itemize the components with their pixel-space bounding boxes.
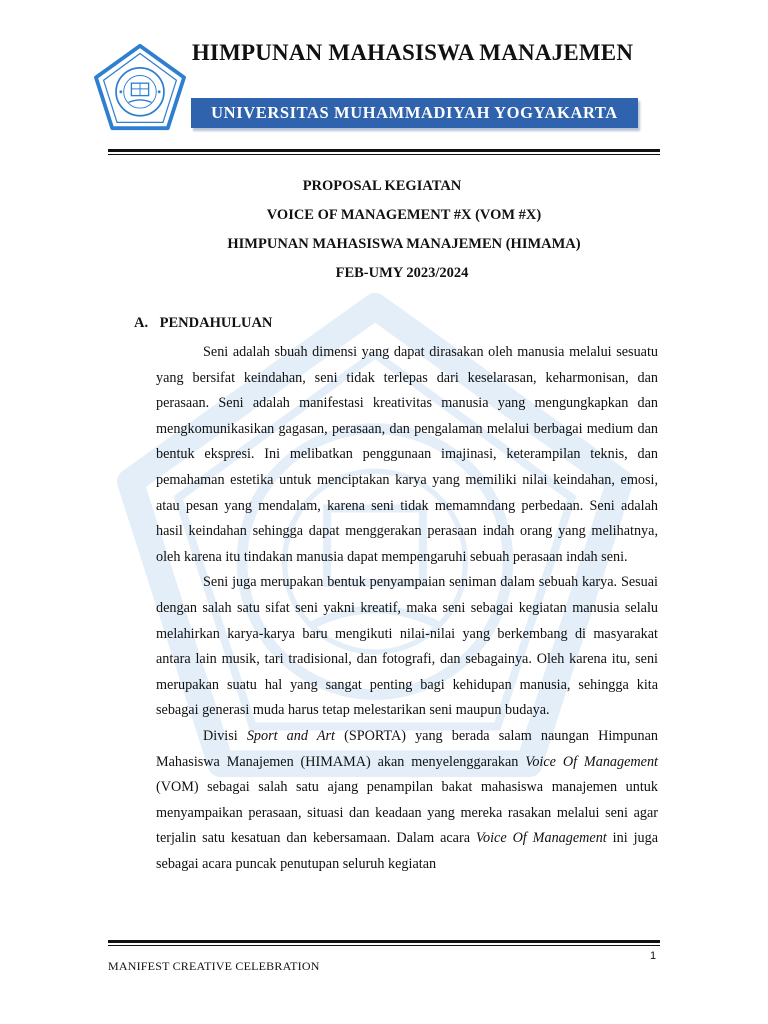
proposal-type: PROPOSAL KEGIATAN xyxy=(302,178,462,194)
proposal-title-block xyxy=(150,172,618,288)
section-heading xyxy=(134,315,272,332)
footer-rule-thick xyxy=(108,940,660,943)
event-name: VOICE OF MANAGEMENT #X (VOM #X) xyxy=(266,207,542,223)
text-run: Divisi xyxy=(203,727,247,744)
header-rule-thick xyxy=(108,149,660,152)
header-rule-thin xyxy=(108,154,660,155)
university-name: UNIVERSITAS MUHAMMADIYAH YOGYAKARTA xyxy=(211,103,618,122)
text-run: ini juga sebagai acara puncak penutupan seluruh kegiatan xyxy=(156,830,658,872)
faculty-period: FEB-UMY 2023/2024 xyxy=(335,265,469,281)
paragraph xyxy=(156,724,658,878)
organization-title: HIMPUNAN MAHASISWA MANAJEMEN xyxy=(191,40,634,65)
page-number: 1 xyxy=(650,950,657,962)
text-run: (VOM) sebagai salah satu ajang penampilan bakat mahasiswa manajemen untuk menyampaikan perasaan, situasi dan keadaan yang mereka rasakan melalui seni agar terjalin satu kesatuan dan kebersamaan. Dalam acara xyxy=(156,779,658,847)
section-title: PENDAHULUAN xyxy=(159,315,273,331)
paragraph: Seni adalah sbuah dimensi yang dapat dirasakan oleh manusia melalui sesuatu yang bersifat keindahan, seni tidak terlepas dari keselarasan, keharmonisan, dan perasaan. Seni adalah manifestasi kreativitas manusia yang mengungkapkan dan mengkomunikasikan gagasan, perasaan, dan pengalaman melalui berbagai medium dan bentuk ekspresi. Ini melibatkan penggunaan imajinasi, keterampilan teknis, dan pemahaman estetika untuk menciptakan karya yang memiliki nilai keindahan, emosi, atau pesan yang mendalam, karena seni tidak memamndang perbedaan. Seni adalah hasil keindahan sehingga dapat menggerakan perasaan indah orang yang melihatnya, oleh karena itu tindakan manusia dapat mempengaruhi sebuah perasaan indah seni. xyxy=(156,344,658,565)
paragraph: Seni juga merupakan bentuk penyampaian seniman dalam sebuah karya. Sesuai dengan salah satu sifat seni yakni kreatif, maka seni sebagai kegiatan manusia selalu melahirkan karya-karya baru mengikuti nilai-nilai yang berkembang di masyarakat antara lain musik, tari tradisional, dan fotografi, dan sebagainya. Oleh karena itu, seni merupakan suatu hal yang sangat penting bagi kehidupan manusia, sehingga kita sebagai generasi muda harus tetap melestarikan seni maupun budaya. xyxy=(156,574,658,719)
italic-term: Sport and Art xyxy=(246,727,335,744)
organizer-name: HIMPUNAN MAHASISWA MANAJEMEN (HIMAMA) xyxy=(227,236,581,252)
italic-term: Voice Of Management xyxy=(525,753,658,770)
footer-rule-thin xyxy=(108,945,660,946)
footer-tagline: MANIFEST CREATIVE CELEBRATION xyxy=(108,959,320,973)
text-run: (SPORTA) yang berada salam naungan Himpunan Mahasiswa Manajemen (HIMAMA) akan menyelenggarakan xyxy=(156,727,659,770)
university-banner xyxy=(191,98,638,128)
italic-term: Voice Of Management xyxy=(475,830,607,847)
himama-logo-icon xyxy=(92,42,188,132)
section-body xyxy=(156,340,658,877)
section-number: A. xyxy=(134,315,149,331)
